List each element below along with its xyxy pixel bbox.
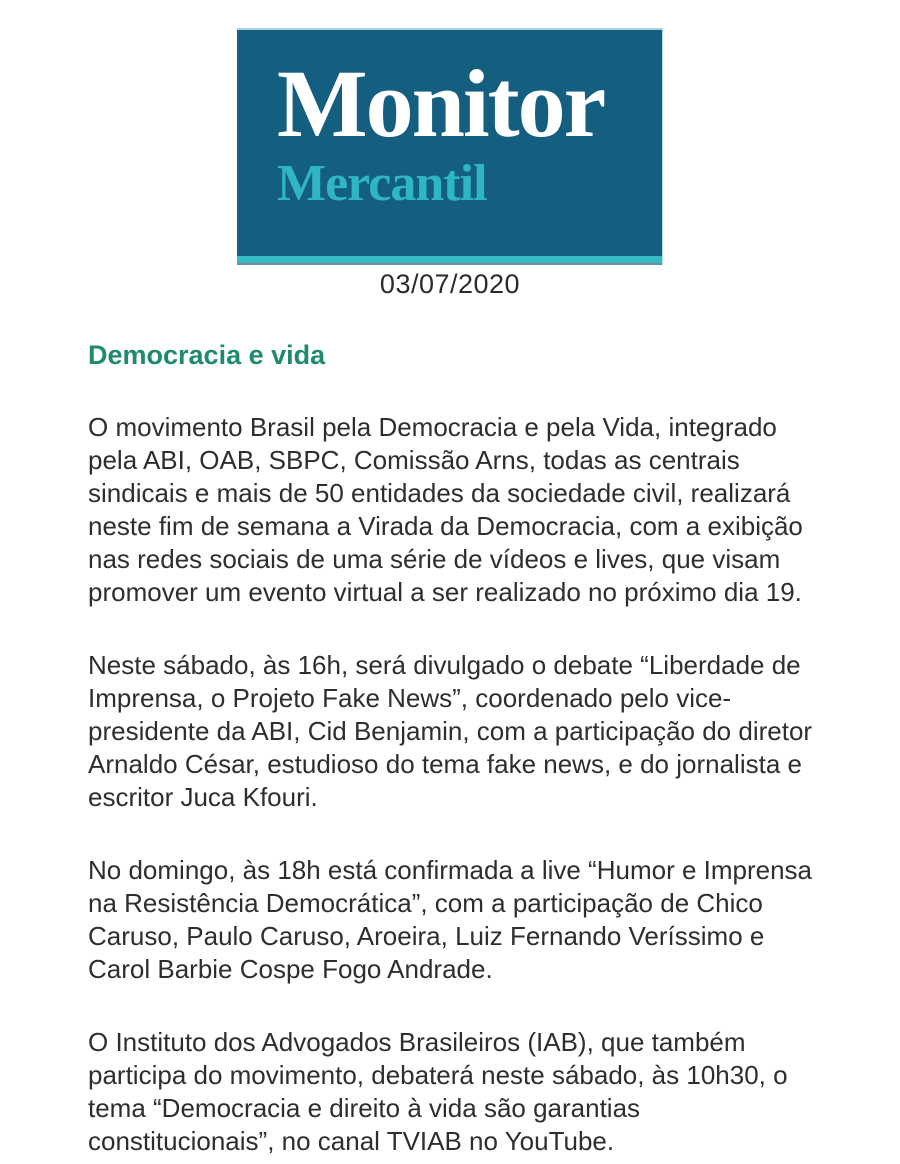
monitor-mercantil-logo [237, 28, 663, 265]
article-paragraph: O movimento Brasil pela Democracia e pela Vida, integrado pela ABI, OAB, SBPC, Comissão Arns, todas as centrais sindicais e mais de 50 entidades da sociedade civil, realizará neste fim de semana a Virada da Democracia, com a exibição nas redes sociais de uma série de vídeos e lives, que visam promover um evento virtual a ser realizado no próximo dia 19. [88, 412, 803, 607]
masthead [0, 0, 900, 300]
article-body [0, 340, 900, 1158]
article-paragraph: O Instituto dos Advogados Brasileiros (IAB), que também participa do movimento, debaterá neste sábado, às 10h30, o tema “Democracia e direito à vida são garantias constitucionais”, no canal TVIAB no YouTube. [88, 1027, 788, 1156]
edition-date: 03/07/2020 [379, 269, 521, 299]
logo-title: Monitor [277, 50, 605, 157]
article-paragraph: No domingo, às 18h está confirmada a live “Humor e Imprensa na Resistência Democrática”, com a participação de Chico Caruso, Paulo Caruso, Aroeira, Luiz Fernando Veríssimo e Carol Barbie Cospe Fogo Andrade. [88, 855, 813, 984]
logo-stripe [237, 256, 662, 265]
article-paragraph: Neste sábado, às 16h, será divulgado o debate “Liberdade de Imprensa, o Projeto Fake News”, coordenado pelo vice-presidente da ABI, Cid Benjamin, com a participação do diretor Arnaldo César, estudioso do tema fake news, e do jornalista e escritor Juca Kfouri. [88, 650, 813, 812]
article-headline: Democracia e vida [88, 340, 326, 370]
logo-subtitle: Mercantil [277, 155, 487, 212]
